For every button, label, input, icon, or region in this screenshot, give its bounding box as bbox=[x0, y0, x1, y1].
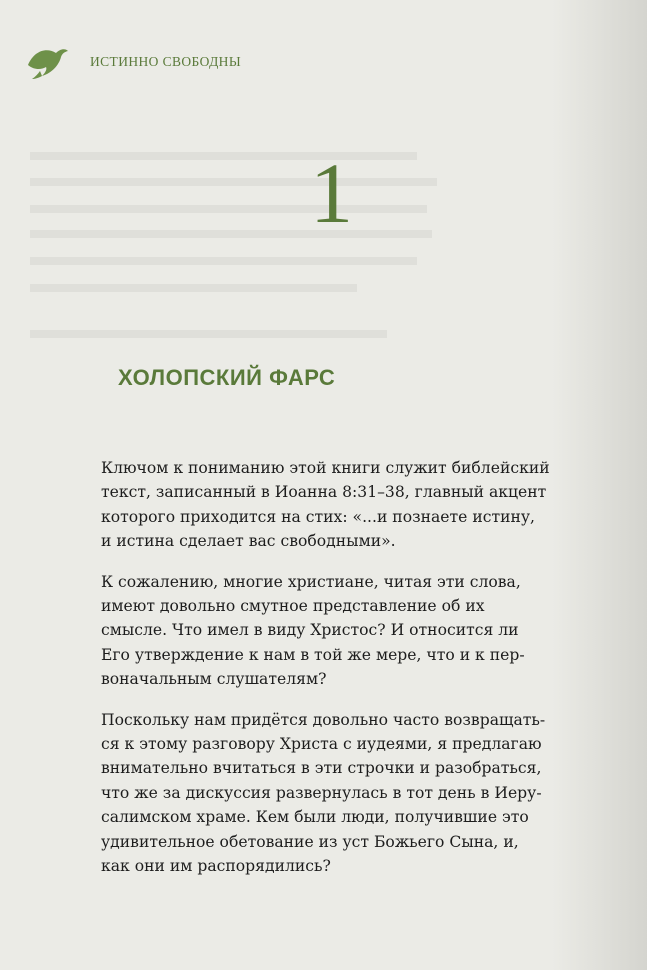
bleed-through bbox=[30, 284, 357, 292]
text-line: смысле. Что имел в виду Христос? И относится ли bbox=[101, 621, 519, 640]
text-line: К сожалению, многие христиане, читая эти слова, bbox=[101, 572, 521, 591]
bleed-through bbox=[30, 178, 437, 186]
paragraph bbox=[101, 708, 571, 879]
bleed-through bbox=[30, 205, 427, 213]
text-line: что же за дискуссия развернулась в тот день в Иеру- bbox=[101, 783, 542, 802]
text-line: текст, записанный в Иоанна 8:31–38, главный акцент bbox=[101, 483, 547, 502]
bleed-through bbox=[30, 152, 417, 160]
text-line: как они им распорядились? bbox=[101, 857, 331, 876]
body-text bbox=[101, 456, 571, 895]
text-line: Его утверждение к нам в той же мере, что и к пер- bbox=[101, 645, 525, 664]
text-line: ся к этому разговору Христа с иудеями, я предлагаю bbox=[101, 735, 542, 754]
paragraph bbox=[101, 456, 571, 554]
eagle-icon bbox=[26, 43, 70, 81]
bleed-through bbox=[30, 257, 417, 265]
text-line: имеют довольно смутное представление об их bbox=[101, 597, 485, 616]
bleed-through bbox=[30, 230, 432, 238]
chapter-number: 1 bbox=[310, 145, 353, 241]
text-line: воначальным слушателям? bbox=[101, 670, 327, 689]
text-line: Ключом к пониманию этой книги служит библейский bbox=[101, 459, 550, 477]
chapter-title: ХОЛОПСКИЙ ФАРС bbox=[118, 365, 336, 390]
bleed-through bbox=[30, 330, 387, 338]
text-line: которого приходится на стих: «...и познаете истину, bbox=[101, 507, 535, 526]
text-line: Поскольку нам придётся довольно часто возвращать- bbox=[101, 710, 546, 729]
running-title: ИСТИННО СВОБОДНЫ bbox=[90, 54, 241, 69]
running-header bbox=[26, 43, 241, 81]
text-line: внимательно вчитаться в эти строчки и разобраться, bbox=[101, 759, 542, 778]
text-line: салимском храме. Кем были люди, получившие это bbox=[101, 808, 529, 827]
paragraph bbox=[101, 570, 571, 692]
text-line: и истина сделает вас свободными». bbox=[101, 532, 396, 551]
text-line: удивительное обетование из уст Божьего Сына, и, bbox=[101, 832, 519, 851]
